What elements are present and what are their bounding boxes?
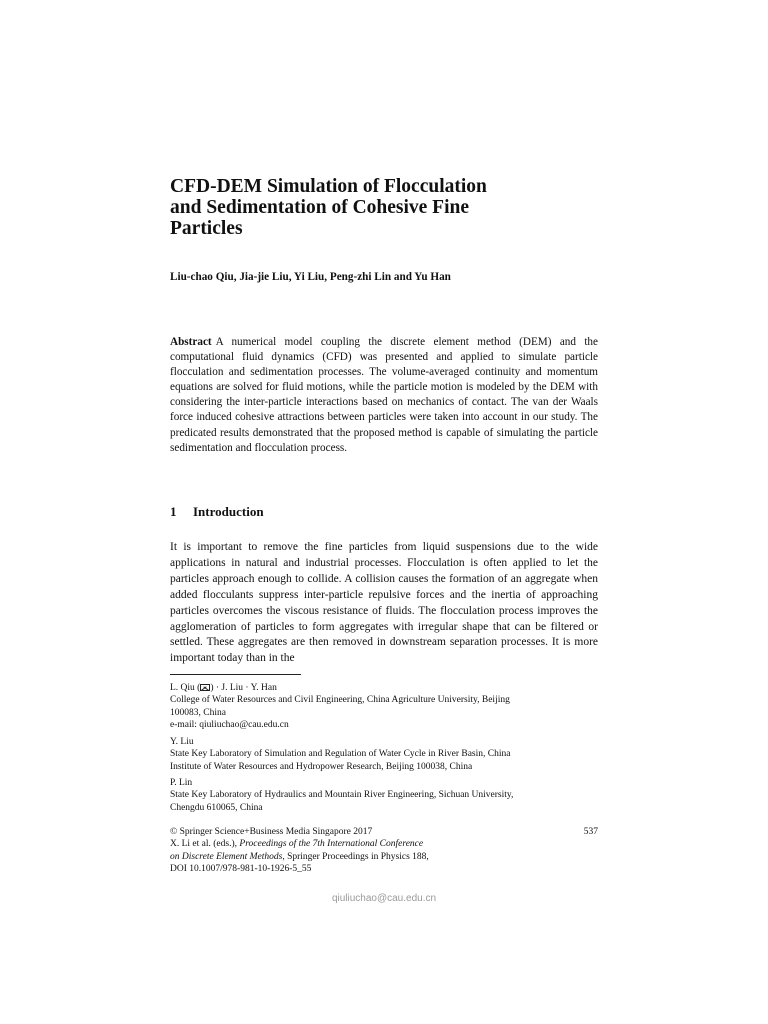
envelope-icon: [200, 684, 210, 691]
affiliation-name: P. Lin: [170, 778, 193, 788]
section-heading-introduction: [170, 504, 598, 520]
abstract: [170, 335, 598, 456]
title-line-2: and Sedimentation of Cohesive Fine: [170, 197, 470, 218]
affiliation-names-prefix: L. Qiu (: [170, 683, 201, 693]
section-title: Introduction: [193, 504, 264, 519]
affiliation-institution-cont: Institute of Water Resources and Hydropower Research, Beijing 100038, China: [170, 761, 473, 772]
doi: DOI 10.1007/978-981-10-1926-5_55: [170, 864, 312, 875]
copyright-line: © Springer Science+Business Media Singapore 2017: [170, 827, 373, 837]
abstract-label: Abstract: [170, 336, 212, 348]
affiliation-institution: State Key Laboratory of Simulation and Regulation of Water Cycle in River Basin, China: [170, 749, 511, 760]
citation-editors: X. Li et al. (eds.),: [170, 839, 240, 850]
affiliation-names: [170, 682, 598, 694]
section-number: 1: [170, 504, 177, 519]
paper-title: [170, 176, 598, 239]
affiliation-qiu-liu-han: [170, 682, 598, 732]
affiliation-postcode: 100083, China: [170, 707, 226, 718]
affiliation-yi-liu: [170, 736, 598, 773]
page-number: 537: [583, 827, 598, 837]
watermark-email: qiuliuchao@cau.edu.cn: [331, 893, 437, 904]
citation-conference: on Discrete Element Methods: [170, 851, 283, 862]
title-line-1: CFD-DEM Simulation of Flocculation: [170, 176, 487, 197]
citation-proceedings: Proceedings of the 7th International Conference: [239, 839, 424, 850]
affiliation-lin: [170, 777, 598, 814]
affiliation-names-suffix: ) · J. Liu · Y. Han: [210, 683, 277, 693]
author-list: Liu-chao Qiu, Jia-jie Liu, Yi Liu, Peng-zhi Lin and Yu Han: [170, 271, 451, 283]
citation-line-1: [170, 838, 598, 850]
introduction-text: It is important to remove the fine particles from liquid suspensions due to the wide applications in natural and industrial processes. Flocculation is often applied to let the particles approach enough to collide. A collision causes the formation of an aggregate when added flocculants suppress inter-particle repulsive forces and the inertia of approaching particles overcomes the viscous resistance of fluids. The flocculation process improves the agglomeration of particles to form aggregates with irregular shape that can be filtered or settled. These aggregates are then removed in downstream separation processes. It is more important today than in the: [170, 541, 598, 665]
citation-series: , Springer Proceedings in Physics 188,: [282, 851, 429, 862]
affiliation-name: Y. Liu: [170, 737, 194, 747]
abstract-text: A numerical model coupling the discrete element method (DEM) and the computational fluid dynamics (CFD) was presented and applied to simulate particle flocculation and sedimentation processes. The volume-averaged continuity and momentum equations are solved for fluid motions, while the particle motion is modeled by the DEM with considering the inter-particle interactions based on mechanics of contact. The van der Waals force induced cohesive attractions between particles were taken into account in our study. The predicated results demonstrated that the proposed method is capable of simulating the particle sedimentation and flocculation process.: [170, 336, 598, 454]
title-line-3: Particles: [170, 218, 243, 239]
footnote-divider: [170, 674, 301, 675]
affiliation-institution: College of Water Resources and Civil Engineering, China Agriculture University, Beijing: [170, 695, 510, 706]
citation-line-2: [170, 851, 598, 863]
affiliation-institution: State Key Laboratory of Hydraulics and Mountain River Engineering, Sichuan University,: [170, 790, 514, 801]
affiliation-email: e-mail: qiuliuchao@cau.edu.cn: [170, 720, 289, 731]
affiliation-city: Chengdu 610065, China: [170, 802, 263, 813]
copyright-block: [170, 826, 598, 876]
